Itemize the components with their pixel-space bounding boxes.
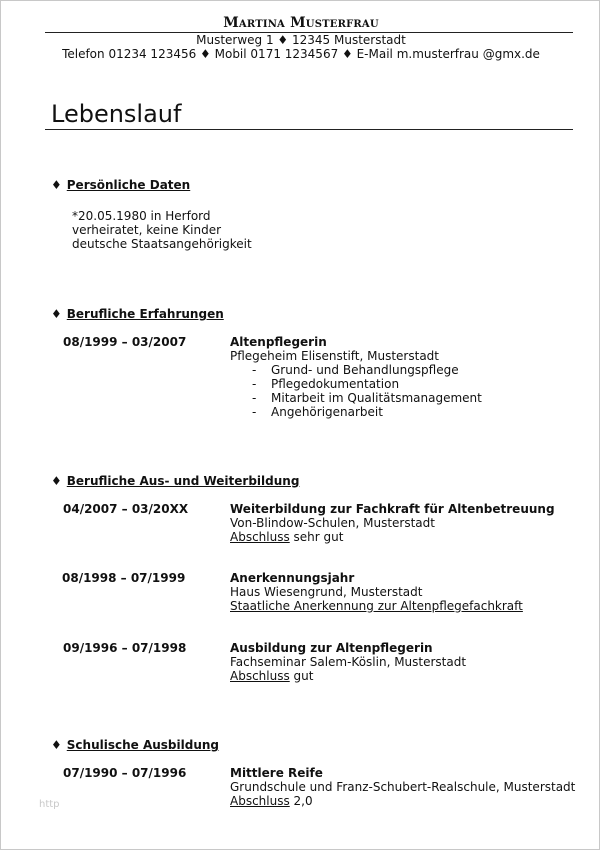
applicant-contact: Telefon 01234 123456 ♦ Mobil 0171 1234567 ♦ E-Mail m.musterfrau @gmx.de [62, 47, 540, 61]
section-heading-personal: ♦ Persönliche Daten [51, 178, 191, 192]
school-entry [230, 766, 575, 808]
education-title: Anerkennungsjahr [230, 571, 355, 585]
watermark-text: http [39, 799, 60, 810]
applicant-address: Musterweg 1 ♦ 12345 Musterstadt [196, 33, 406, 47]
list-item: - Angehörigenarbeit [252, 405, 383, 419]
personal-line-birth: *20.05.1980 in Herford [72, 209, 211, 223]
education-entry [230, 571, 523, 613]
education-result: Abschluss gut [230, 669, 314, 683]
experience-date: 08/1999 – 03/2007 [63, 335, 187, 349]
education-result: Staatliche Anerkennung zur Altenpflegefachkraft [230, 599, 523, 613]
experience-place: Pflegeheim Elisenstift, Musterstadt [230, 349, 439, 363]
title-divider [45, 129, 573, 130]
personal-details [72, 209, 252, 251]
section-heading-school: ♦ Schulische Ausbildung [51, 738, 220, 752]
school-place: Grundschule und Franz-Schubert-Realschule, Musterstadt [230, 780, 576, 794]
diamond-bullet-icon: ♦ [51, 738, 62, 752]
list-item: - Pflegedokumentation [252, 377, 400, 391]
personal-line-family: verheiratet, keine Kinder [72, 223, 222, 237]
education-entry [230, 502, 555, 544]
list-item: - Grund- und Behandlungspflege [252, 363, 459, 377]
education-entry [230, 641, 466, 683]
section-heading-education: ♦ Berufliche Aus- und Weiterbildung [51, 474, 300, 488]
education-date: 09/1996 – 07/1998 [63, 641, 187, 655]
education-title: Weiterbildung zur Fachkraft für Altenbetreuung [230, 502, 555, 516]
education-title: Ausbildung zur Altenpflegerin [230, 641, 433, 655]
diamond-bullet-icon: ♦ [51, 178, 62, 192]
school-title: Mittlere Reife [230, 766, 323, 780]
education-place: Von-Blindow-Schulen, Musterstadt [230, 516, 435, 530]
diamond-bullet-icon: ♦ [51, 307, 62, 321]
list-item: - Mitarbeit im Qualitätsmanagement [252, 391, 482, 405]
experience-task-list [230, 363, 482, 419]
school-date: 07/1990 – 07/1996 [63, 766, 187, 780]
education-place: Haus Wiesengrund, Musterstadt [230, 585, 423, 599]
education-date: 08/1998 – 07/1999 [62, 571, 186, 585]
applicant-name: Martina Musterfrau [223, 15, 379, 31]
experience-title: Altenpflegerin [230, 335, 327, 349]
education-result: Abschluss sehr gut [230, 530, 344, 544]
education-place: Fachseminar Salem-Köslin, Musterstadt [230, 655, 467, 669]
personal-line-nationality: deutsche Staatsangehörigkeit [72, 237, 252, 251]
experience-entry [230, 335, 482, 419]
school-result: Abschluss 2,0 [230, 794, 313, 808]
diamond-bullet-icon: ♦ [51, 474, 62, 488]
education-date: 04/2007 – 03/20XX [63, 502, 189, 516]
section-heading-experience: ♦ Berufliche Erfahrungen [51, 307, 224, 321]
document-title: Lebenslauf [51, 100, 182, 128]
